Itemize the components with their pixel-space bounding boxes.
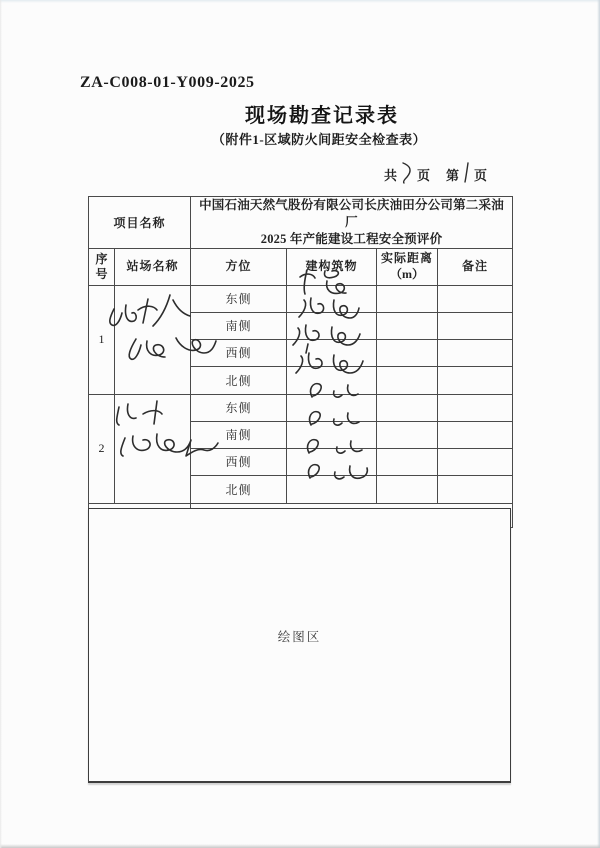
header-remark: 备注 [438,248,513,285]
direction-north: 北侧 [191,366,287,394]
project-row [89,197,513,249]
project-name-line2: 2025 年产能建设工程安全预评价 [260,231,443,246]
station1-remark-south [438,312,513,339]
project-name-line1: 中国石油天然气股份有限公司长庆油田分公司第二采油厂 [199,198,504,229]
drawing-area [88,508,511,783]
station2-remark-south [438,421,513,448]
direction-west: 西侧 [191,339,287,366]
station1-distance-north [377,366,438,394]
direction-west-2: 西侧 [191,448,287,475]
direction-south-2: 南侧 [191,421,287,448]
station2-structure-south [287,421,377,448]
station2-name-cell [115,394,191,503]
pagination-current-label: 第 [446,168,460,183]
header-structure: 建构筑物 [287,248,377,285]
pagination-total-label: 共 [384,168,398,183]
scan-edge-bottom [0,844,600,848]
station1-distance-west [377,339,438,366]
document-code: ZA-C008-01-Y009-2025 [80,74,255,91]
scan-edge-left [0,0,2,848]
project-label-cell: 项目名称 [89,197,191,249]
handwritten-current-page [462,161,471,188]
form-subtitle: （附件1-区域防火间距安全检查表） [211,132,427,147]
station2-remark-north [438,475,513,503]
project-name-cell [191,197,513,249]
form-title: 现场勘查记录表 [245,105,399,127]
station2-distance-south [377,421,438,448]
station1-name-cell [115,285,191,394]
station1-remark-west [438,339,513,366]
station1-structure-west [287,339,377,366]
station1-seq: 1 [89,285,115,394]
pagination-line [384,160,487,184]
header-station: 站场名称 [115,248,191,285]
header-row [89,248,513,285]
station1-row-east [89,285,513,312]
station2-distance-north [377,475,438,503]
direction-east-2: 东侧 [191,394,287,421]
station2-remark-west [438,448,513,475]
handwritten-total-pages [400,160,414,188]
survey-table [88,196,513,528]
station1-distance-south [377,312,438,339]
pagination-total-unit: 页 [417,168,431,183]
station1-structure-south [287,312,377,339]
station2-structure-east [287,394,377,421]
station2-seq: 2 [89,394,115,503]
station2-structure-north [287,475,377,503]
direction-north-2: 北侧 [191,475,287,503]
station2-structure-west [287,448,377,475]
station2-distance-west [377,448,438,475]
direction-south: 南侧 [191,312,287,339]
header-seq: 序号 [89,248,115,285]
station1-distance-east [377,285,438,312]
pagination-current-unit: 页 [474,168,488,183]
drawing-area-label: 绘图区 [277,630,322,644]
station1-remark-east [438,285,513,312]
direction-east: 东侧 [191,285,287,312]
station2-row-east [89,394,513,421]
header-distance: 实际距离 （m） [377,248,438,285]
station1-remark-north [438,366,513,394]
station1-structure-north [287,366,377,394]
header-direction: 方位 [191,248,287,285]
station1-structure-east [287,285,377,312]
station2-remark-east [438,394,513,421]
scan-edge-top [0,0,600,3]
station2-distance-east [377,394,438,421]
